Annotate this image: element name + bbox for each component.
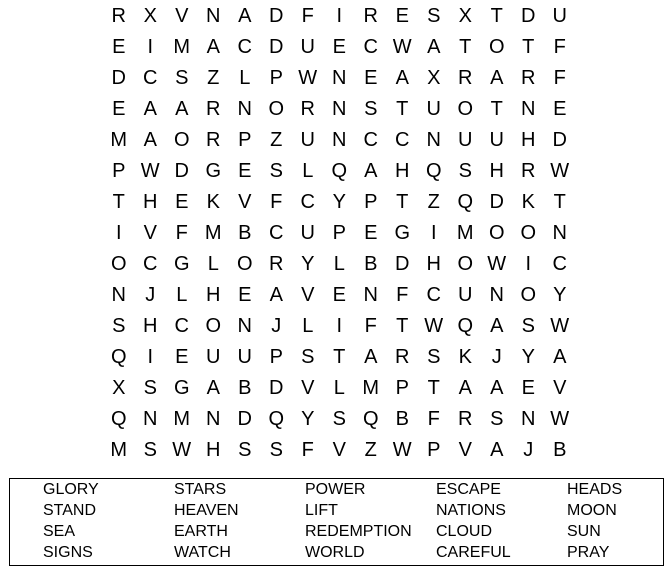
word-list-item: NATIONS xyxy=(436,502,506,519)
grid-cell[interactable]: U xyxy=(300,128,315,151)
grid-cell[interactable]: I xyxy=(430,221,437,244)
grid-cell[interactable]: O xyxy=(520,283,537,306)
word-bank xyxy=(9,478,664,566)
grid-cell[interactable]: T xyxy=(396,314,409,337)
grid-cell[interactable]: L xyxy=(302,159,314,182)
grid-cell[interactable]: W xyxy=(550,159,570,182)
grid-cell[interactable]: I xyxy=(336,4,343,27)
grid-cell[interactable]: I xyxy=(115,221,122,244)
grid-cell[interactable]: Q xyxy=(457,190,474,213)
grid-cell[interactable]: D xyxy=(269,376,284,399)
grid-cell[interactable]: W xyxy=(424,314,444,337)
grid-cell[interactable]: Z xyxy=(427,190,440,213)
grid-cell[interactable]: U xyxy=(206,345,221,368)
grid-cell[interactable]: E xyxy=(175,190,189,213)
grid-cell[interactable]: N xyxy=(521,407,536,430)
word-list-item: WORLD xyxy=(305,544,365,561)
grid-cell[interactable]: H xyxy=(206,283,221,306)
grid-cell[interactable]: R xyxy=(521,66,536,89)
word-list-item: SEA xyxy=(43,523,76,540)
word-list-item: ESCAPE xyxy=(436,481,501,498)
grid-cell[interactable]: Y xyxy=(521,345,535,368)
grid-cell[interactable]: M xyxy=(173,407,191,430)
word-list-item: STAND xyxy=(43,502,97,519)
grid-cell[interactable]: W xyxy=(487,252,507,275)
grid-cell[interactable]: Q xyxy=(425,159,442,182)
grid-cell[interactable]: S xyxy=(427,4,441,27)
grid-cell[interactable]: W xyxy=(550,314,570,337)
grid-cell[interactable]: O xyxy=(173,128,190,151)
grid-cell[interactable]: X xyxy=(427,66,441,89)
grid-cell[interactable]: M xyxy=(362,376,380,399)
grid-cell[interactable]: W xyxy=(140,159,160,182)
word-list-item: CLOUD xyxy=(436,523,493,540)
grid-cell[interactable]: E xyxy=(238,283,252,306)
grid-cell[interactable]: G xyxy=(173,252,190,275)
grid-cell[interactable]: A xyxy=(490,314,504,337)
grid-cell[interactable]: V xyxy=(175,4,189,27)
word-list-item: GLORY xyxy=(43,481,99,498)
word-list-item: REDEMPTION xyxy=(305,523,412,540)
grid-cell[interactable]: A xyxy=(269,283,283,306)
grid-cell[interactable]: I xyxy=(525,252,532,275)
grid-cell[interactable]: K xyxy=(206,190,220,213)
grid-cell[interactable]: D xyxy=(174,159,189,182)
grid-cell[interactable]: F xyxy=(301,438,314,461)
grid-cell[interactable]: U xyxy=(552,4,567,27)
grid-cell[interactable]: U xyxy=(489,128,504,151)
grid-cell[interactable]: D xyxy=(489,190,504,213)
grid-cell[interactable]: A xyxy=(206,376,220,399)
grid-cell[interactable]: A xyxy=(490,376,504,399)
grid-cell[interactable]: U xyxy=(300,221,315,244)
word-list-item: SUN xyxy=(567,523,601,540)
grid-cell[interactable]: E xyxy=(364,221,378,244)
grid-cell[interactable]: C xyxy=(363,128,378,151)
grid-cell[interactable]: N xyxy=(206,407,221,430)
grid-cell[interactable]: D xyxy=(395,252,410,275)
grid-cell[interactable]: N xyxy=(332,128,347,151)
grid-cell[interactable]: O xyxy=(488,221,505,244)
grid-cell[interactable]: H xyxy=(143,190,158,213)
grid-cell[interactable]: R xyxy=(300,97,315,120)
grid-cell[interactable]: E xyxy=(521,376,535,399)
word-list-item: LIFT xyxy=(305,502,338,519)
grid-cell[interactable]: B xyxy=(553,438,567,461)
grid-cell[interactable]: M xyxy=(110,128,128,151)
grid-cell[interactable]: T xyxy=(396,190,409,213)
grid-cell[interactable]: C xyxy=(143,252,158,275)
word-list-item: EARTH xyxy=(174,523,228,540)
grid-cell[interactable]: H xyxy=(521,128,536,151)
grid-cell[interactable]: N xyxy=(552,221,567,244)
grid-cell[interactable]: A xyxy=(364,159,378,182)
grid-cell[interactable]: K xyxy=(521,190,535,213)
grid-cell[interactable]: F xyxy=(270,190,283,213)
grid-cell[interactable]: W xyxy=(392,35,412,58)
grid-cell[interactable]: J xyxy=(271,314,282,337)
grid-cell[interactable]: H xyxy=(395,159,410,182)
grid-cell[interactable]: E xyxy=(395,4,409,27)
grid-cell[interactable]: S xyxy=(143,438,157,461)
grid-cell[interactable]: C xyxy=(143,66,158,89)
grid-cell[interactable]: Q xyxy=(268,407,285,430)
letter-grid xyxy=(103,0,576,465)
grid-cell[interactable]: O xyxy=(268,97,285,120)
grid-cell[interactable]: A xyxy=(364,345,378,368)
grid-cell[interactable]: T xyxy=(427,376,440,399)
grid-cell[interactable]: P xyxy=(269,345,283,368)
grid-cell[interactable]: A xyxy=(238,4,252,27)
grid-cell[interactable]: L xyxy=(333,376,345,399)
grid-cell[interactable]: M xyxy=(173,35,191,58)
grid-cell[interactable]: T xyxy=(396,97,409,120)
grid-cell[interactable]: W xyxy=(172,438,192,461)
grid-cell[interactable]: F xyxy=(427,407,440,430)
grid-cell[interactable]: V xyxy=(143,221,157,244)
grid-cell[interactable]: X xyxy=(143,4,157,27)
grid-cell[interactable]: A xyxy=(175,97,189,120)
grid-cell[interactable]: F xyxy=(553,66,566,89)
grid-cell[interactable]: O xyxy=(488,35,505,58)
word-list-item: HEADS xyxy=(567,481,623,498)
grid-cell[interactable]: D xyxy=(237,407,252,430)
grid-cell[interactable]: I xyxy=(147,35,154,58)
grid-cell[interactable]: O xyxy=(236,252,253,275)
grid-cell[interactable]: X xyxy=(458,4,472,27)
grid-cell[interactable]: S xyxy=(301,345,315,368)
grid-cell[interactable]: D xyxy=(552,128,567,151)
grid-cell[interactable]: X xyxy=(112,376,126,399)
word-list-item: MOON xyxy=(567,502,617,519)
grid-cell[interactable]: R xyxy=(269,252,284,275)
grid-cell[interactable]: C xyxy=(395,128,410,151)
grid-cell[interactable]: P xyxy=(395,376,409,399)
grid-cell[interactable]: G xyxy=(205,159,222,182)
grid-cell[interactable]: A xyxy=(490,66,504,89)
grid-cell[interactable]: E xyxy=(332,283,346,306)
grid-cell[interactable]: S xyxy=(458,159,472,182)
grid-cell[interactable]: B xyxy=(364,252,378,275)
grid-cell[interactable]: J xyxy=(145,283,156,306)
grid-cell[interactable]: V xyxy=(458,438,472,461)
grid-cell[interactable]: L xyxy=(302,314,314,337)
grid-cell[interactable]: B xyxy=(238,221,252,244)
grid-cell[interactable]: P xyxy=(238,128,252,151)
grid-cell[interactable]: Z xyxy=(364,438,377,461)
grid-cell[interactable]: C xyxy=(174,314,189,337)
grid-cell[interactable]: N xyxy=(143,407,158,430)
grid-cell[interactable]: R xyxy=(206,97,221,120)
grid-cell[interactable]: A xyxy=(143,97,157,120)
word-list-item: HEAVEN xyxy=(174,502,239,519)
grid-cell[interactable]: M xyxy=(110,438,128,461)
grid-cell[interactable]: C xyxy=(269,221,284,244)
grid-cell[interactable]: Y xyxy=(301,252,315,275)
grid-cell[interactable]: R xyxy=(206,128,221,151)
grid-cell[interactable]: O xyxy=(205,314,222,337)
grid-cell[interactable]: V xyxy=(553,376,567,399)
grid-cell[interactable]: W xyxy=(392,438,412,461)
grid-cell[interactable]: Y xyxy=(332,190,346,213)
grid-cell[interactable]: O xyxy=(520,221,537,244)
grid-cell[interactable]: H xyxy=(489,159,504,182)
grid-cell[interactable]: F xyxy=(396,283,409,306)
grid-cell[interactable]: O xyxy=(110,252,127,275)
grid-cell[interactable]: E xyxy=(112,35,126,58)
grid-cell[interactable]: B xyxy=(395,407,409,430)
grid-cell[interactable]: E xyxy=(112,97,126,120)
grid-cell[interactable]: R xyxy=(521,159,536,182)
grid-cell[interactable]: L xyxy=(176,283,188,306)
grid-cell[interactable]: R xyxy=(458,66,473,89)
grid-cell[interactable]: M xyxy=(456,221,474,244)
grid-cell[interactable]: U xyxy=(237,345,252,368)
grid-cell[interactable]: T xyxy=(333,345,346,368)
grid-cell[interactable]: C xyxy=(300,190,315,213)
grid-cell[interactable]: P xyxy=(112,159,126,182)
grid-cell[interactable]: D xyxy=(269,35,284,58)
grid-cell[interactable]: C xyxy=(237,35,252,58)
grid-cell[interactable]: C xyxy=(426,283,441,306)
grid-cell[interactable]: S xyxy=(269,438,283,461)
grid-cell[interactable]: T xyxy=(112,190,125,213)
grid-cell[interactable]: N xyxy=(363,283,378,306)
grid-cell[interactable]: H xyxy=(206,438,221,461)
grid-cell[interactable]: S xyxy=(238,438,252,461)
grid-cell[interactable]: R xyxy=(363,4,378,27)
grid-cell[interactable]: T xyxy=(459,35,472,58)
grid-cell[interactable]: V xyxy=(332,438,346,461)
grid-cell[interactable]: I xyxy=(147,345,154,368)
grid-cell[interactable]: V xyxy=(301,376,315,399)
grid-cell[interactable]: H xyxy=(426,252,441,275)
grid-cell[interactable]: V xyxy=(301,283,315,306)
grid-cell[interactable]: E xyxy=(332,35,346,58)
word-list xyxy=(43,479,672,563)
grid-cell[interactable]: U xyxy=(426,97,441,120)
grid-cell[interactable]: S xyxy=(521,314,535,337)
grid-cell[interactable]: D xyxy=(521,4,536,27)
grid-cell[interactable]: L xyxy=(239,66,251,89)
grid-cell[interactable]: E xyxy=(238,159,252,182)
grid-cell[interactable]: S xyxy=(364,97,378,120)
grid-cell[interactable]: H xyxy=(143,314,158,337)
grid-cell[interactable]: T xyxy=(553,190,566,213)
grid-cell[interactable]: S xyxy=(112,314,126,337)
grid-cell[interactable]: E xyxy=(175,345,189,368)
grid-cell[interactable]: O xyxy=(457,97,474,120)
grid-cell[interactable]: P xyxy=(364,190,378,213)
grid-cell[interactable]: U xyxy=(458,283,473,306)
grid-cell[interactable]: T xyxy=(490,97,503,120)
grid-cell[interactable]: F xyxy=(553,35,566,58)
grid-cell[interactable]: A xyxy=(427,35,441,58)
word-list-item: SIGNS xyxy=(43,544,93,561)
grid-cell[interactable]: P xyxy=(427,438,441,461)
grid-cell[interactable]: B xyxy=(238,376,252,399)
grid-cell[interactable]: N xyxy=(332,66,347,89)
grid-cell[interactable]: C xyxy=(552,252,567,275)
grid-cell[interactable]: A xyxy=(395,66,409,89)
grid-cell[interactable]: N xyxy=(332,97,347,120)
grid-cell[interactable]: W xyxy=(298,66,318,89)
word-list-item: CAREFUL xyxy=(436,544,511,561)
grid-cell[interactable]: A xyxy=(143,128,157,151)
grid-cell[interactable]: S xyxy=(332,407,346,430)
grid-cell[interactable]: N xyxy=(206,4,221,27)
grid-cell[interactable]: E xyxy=(364,66,378,89)
grid-cell[interactable]: L xyxy=(207,252,219,275)
grid-cell[interactable]: I xyxy=(336,314,343,337)
grid-cell[interactable]: U xyxy=(458,128,473,151)
grid-cell[interactable]: Z xyxy=(270,128,283,151)
grid-cell[interactable]: A xyxy=(490,438,504,461)
grid-cell[interactable]: R xyxy=(395,345,410,368)
grid-cell[interactable]: R xyxy=(111,4,126,27)
grid-cell[interactable]: E xyxy=(553,97,567,120)
grid-cell[interactable]: T xyxy=(490,4,503,27)
grid-cell[interactable]: T xyxy=(522,35,535,58)
grid-cell[interactable]: A xyxy=(458,376,472,399)
grid-cell[interactable]: Y xyxy=(301,407,315,430)
grid-cell[interactable]: S xyxy=(269,159,283,182)
grid-cell[interactable]: G xyxy=(173,376,190,399)
word-list-item: STARS xyxy=(174,481,227,498)
grid-cell[interactable]: P xyxy=(269,66,283,89)
grid-cell[interactable]: D xyxy=(269,4,284,27)
grid-cell[interactable]: A xyxy=(553,345,567,368)
grid-cell[interactable]: N xyxy=(237,97,252,120)
grid-cell[interactable]: D xyxy=(111,66,126,89)
grid-cell[interactable]: Q xyxy=(110,407,127,430)
grid-cell[interactable]: S xyxy=(175,66,189,89)
word-list-item: POWER xyxy=(305,481,366,498)
grid-cell[interactable]: F xyxy=(364,314,377,337)
grid-cell[interactable]: N xyxy=(521,97,536,120)
grid-cell[interactable]: A xyxy=(206,35,220,58)
grid-cell[interactable]: Q xyxy=(362,407,379,430)
grid-cell[interactable]: N xyxy=(426,128,441,151)
grid-cell[interactable]: O xyxy=(457,252,474,275)
grid-cell[interactable]: V xyxy=(238,190,252,213)
grid-cell[interactable]: J xyxy=(491,345,502,368)
grid-cell[interactable]: C xyxy=(363,35,378,58)
grid-cell[interactable]: Q xyxy=(331,159,348,182)
grid-cell[interactable]: G xyxy=(394,221,411,244)
grid-cell[interactable]: W xyxy=(550,407,570,430)
grid-cell[interactable]: S xyxy=(490,407,504,430)
grid-cell[interactable]: U xyxy=(300,35,315,58)
grid-cell[interactable]: M xyxy=(204,221,222,244)
word-list-item: WATCH xyxy=(174,544,231,561)
grid-cell[interactable]: Q xyxy=(457,314,474,337)
grid-cell[interactable]: N xyxy=(489,283,504,306)
grid-cell[interactable]: F xyxy=(301,4,314,27)
grid-cell[interactable]: L xyxy=(333,252,345,275)
word-list-item: PRAY xyxy=(567,544,610,561)
grid-cell[interactable]: N xyxy=(237,314,252,337)
grid-cell[interactable]: J xyxy=(523,438,534,461)
grid-cell[interactable]: F xyxy=(175,221,188,244)
grid-cell[interactable]: S xyxy=(427,345,441,368)
grid-cell[interactable]: Q xyxy=(110,345,127,368)
grid-cell[interactable]: N xyxy=(111,283,126,306)
grid-cell[interactable]: P xyxy=(332,221,346,244)
grid-cell[interactable]: S xyxy=(143,376,157,399)
grid-cell[interactable]: Z xyxy=(207,66,220,89)
grid-cell[interactable]: R xyxy=(458,407,473,430)
grid-cell[interactable]: K xyxy=(458,345,472,368)
grid-cell[interactable]: Y xyxy=(553,283,567,306)
